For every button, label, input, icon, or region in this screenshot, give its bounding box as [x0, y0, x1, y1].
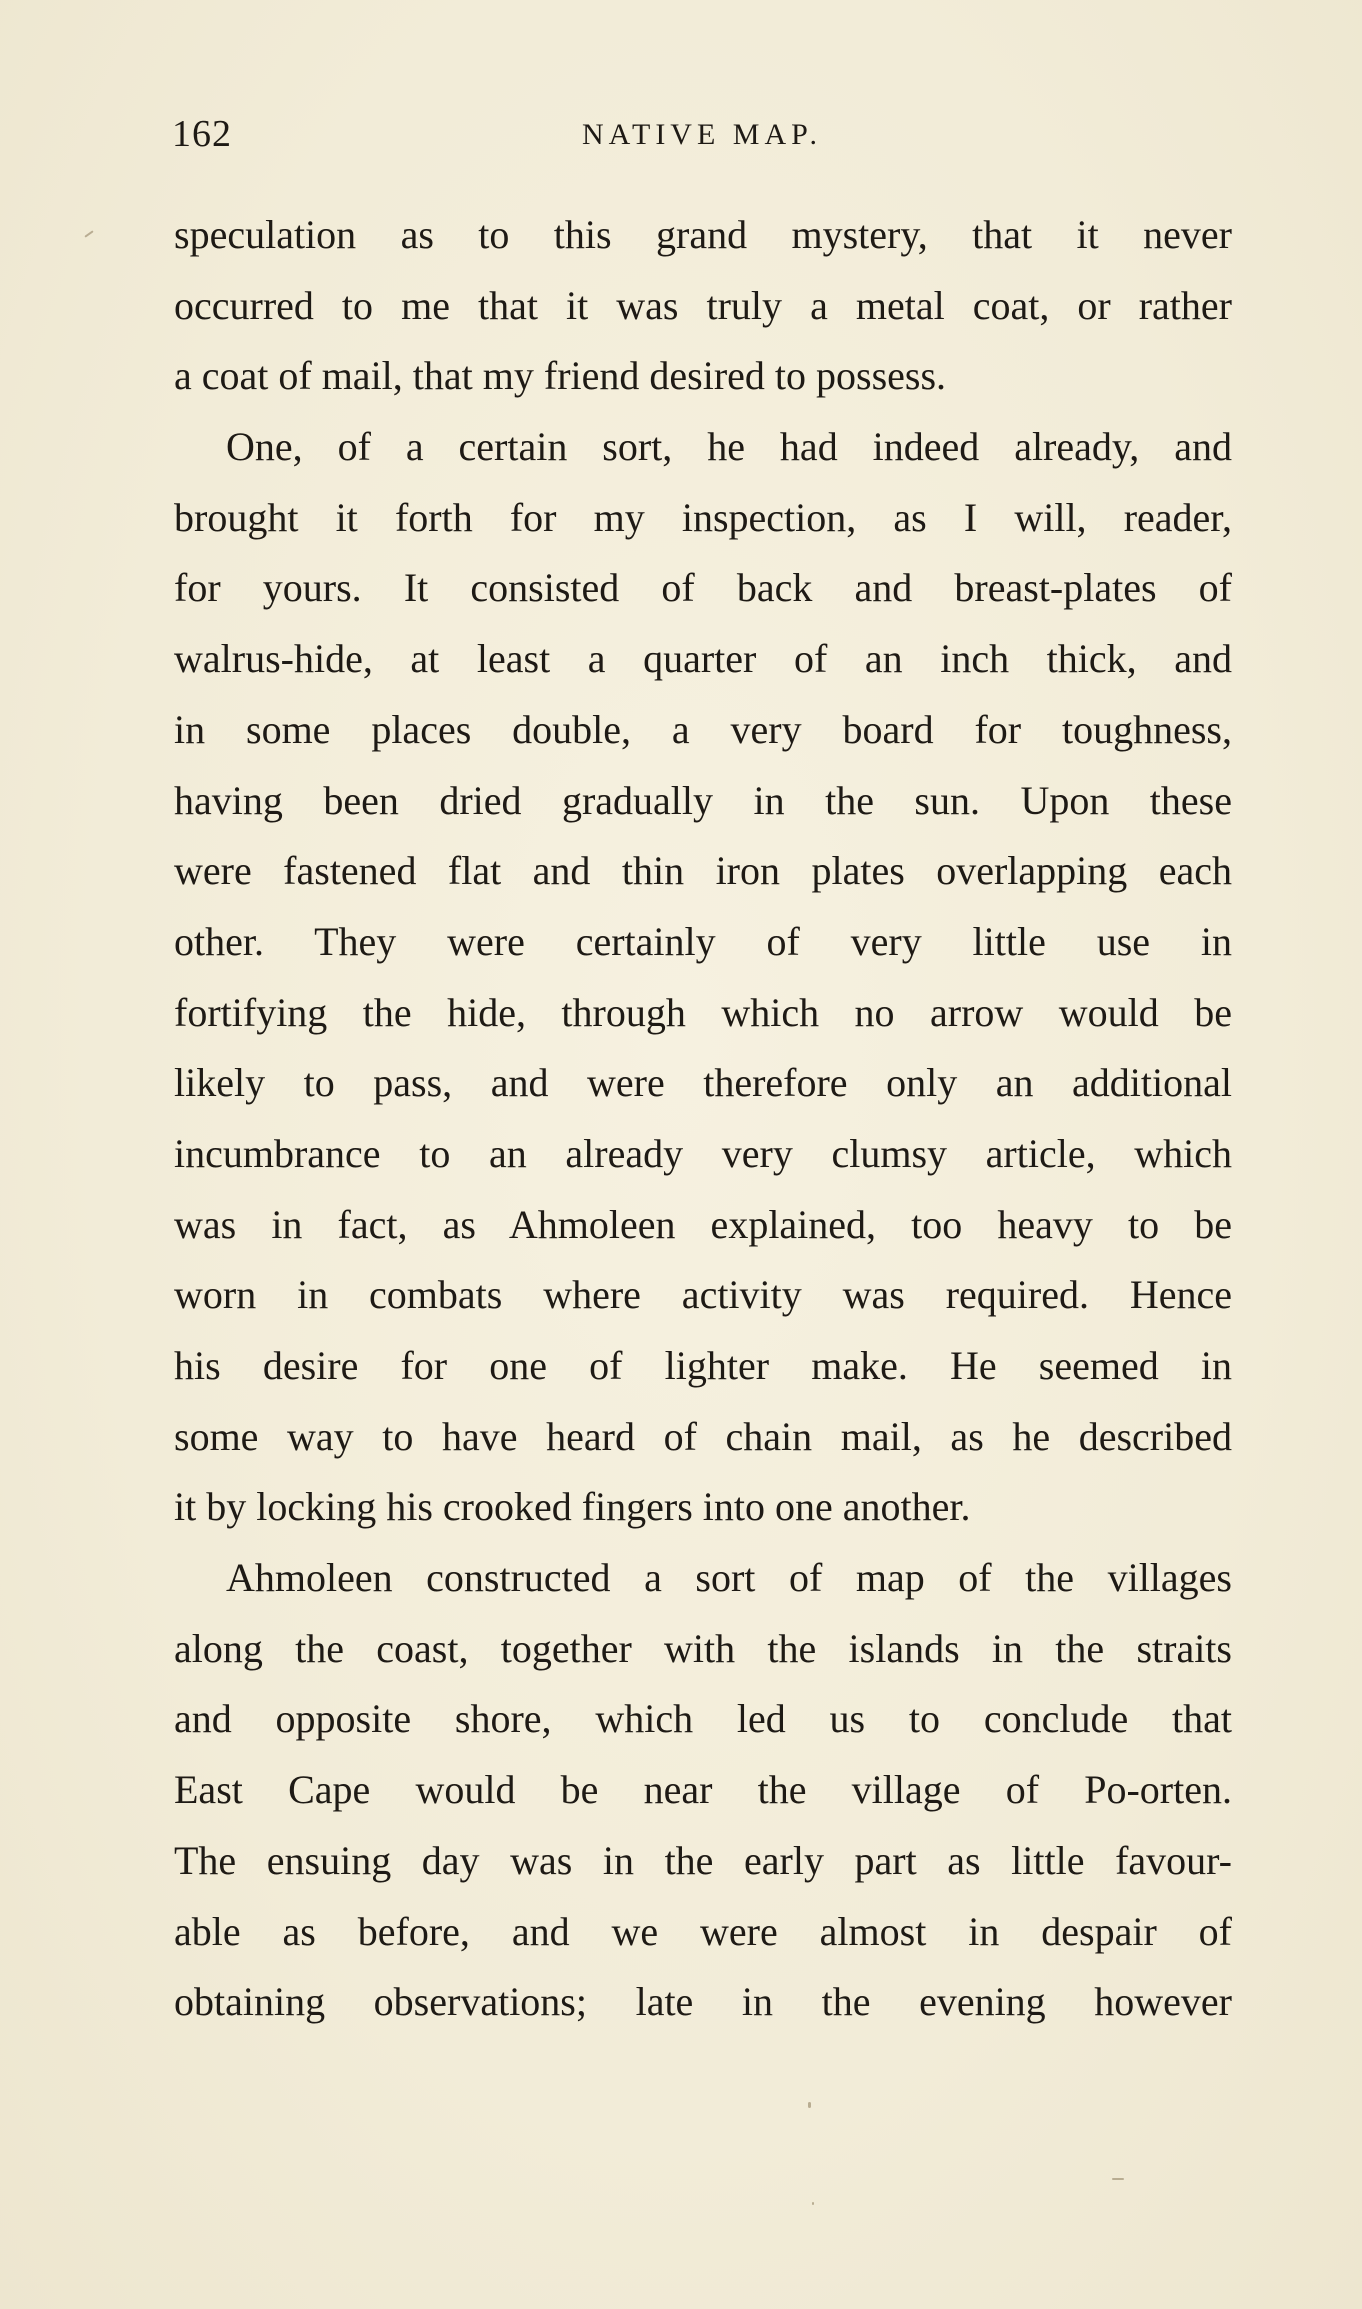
text-line: speculation as to this grand mystery, that it never [174, 212, 1232, 257]
text-line: worn in combats where activity was required. Hence [174, 1272, 1232, 1318]
running-head [172, 112, 1232, 172]
text-line: likely to pass, and were therefore only an additional [174, 1060, 1232, 1106]
text-line: some way to have heard of chain mail, as he described [174, 1413, 1232, 1459]
text-line: occurred to me that it was truly a metal coat, or rather [174, 282, 1232, 328]
paragraph-start-line: One, of a certain sort, he had indeed already, and [226, 424, 1232, 470]
text-line: East Cape would be near the village of Po-orten. [174, 1767, 1232, 1813]
text-line: a coat of mail, that my friend desired to possess. [174, 353, 947, 399]
running-title: NATIVE MAP. [581, 118, 822, 151]
text-line: The ensuing day was in the early part as little favour- [174, 1837, 1232, 1883]
text-line: for yours. It consisted of back and breast-plates of [174, 565, 1232, 611]
page-number: 162 [172, 113, 232, 155]
text-line: along the coast, together with the islands in the straits [174, 1625, 1232, 1671]
paper-speck [812, 2202, 814, 2205]
paper-speck [808, 2102, 811, 2108]
text-line: fortifying the hide, through which no arrow would be [174, 989, 1232, 1035]
text-line: were fastened flat and thin iron plates overlapping each [174, 848, 1232, 894]
text-line: incumbrance to an already very clumsy article, which [174, 1130, 1232, 1176]
body-text [174, 200, 1232, 2038]
text-line: brought it forth for my inspection, as I will, reader, [174, 494, 1232, 540]
paper-speck [84, 230, 93, 237]
text-line: his desire for one of lighter make. He seemed in [174, 1343, 1232, 1388]
text-line: obtaining observations; late in the evening however [174, 1979, 1232, 2025]
text-line: able as before, and we were almost in despair of [174, 1908, 1232, 1954]
text-line: other. They were certainly of very little use in [174, 918, 1232, 964]
text-line: was in fact, as Ahmoleen explained, too heavy to be [174, 1201, 1232, 1247]
text-line: in some places double, a very board for toughness, [174, 706, 1232, 752]
text-line: having been dried gradually in the sun. Upon these [174, 777, 1232, 823]
text-line: walrus-hide, at least a quarter of an inch thick, and [174, 636, 1232, 682]
text-line: it by locking his crooked fingers into one another. [174, 1484, 971, 1530]
text-line: and opposite shore, which led us to conclude that [174, 1696, 1232, 1742]
paper-speck [1112, 2178, 1124, 2180]
paragraph-start-line: Ahmoleen constructed a sort of map of the villages [226, 1555, 1232, 1601]
